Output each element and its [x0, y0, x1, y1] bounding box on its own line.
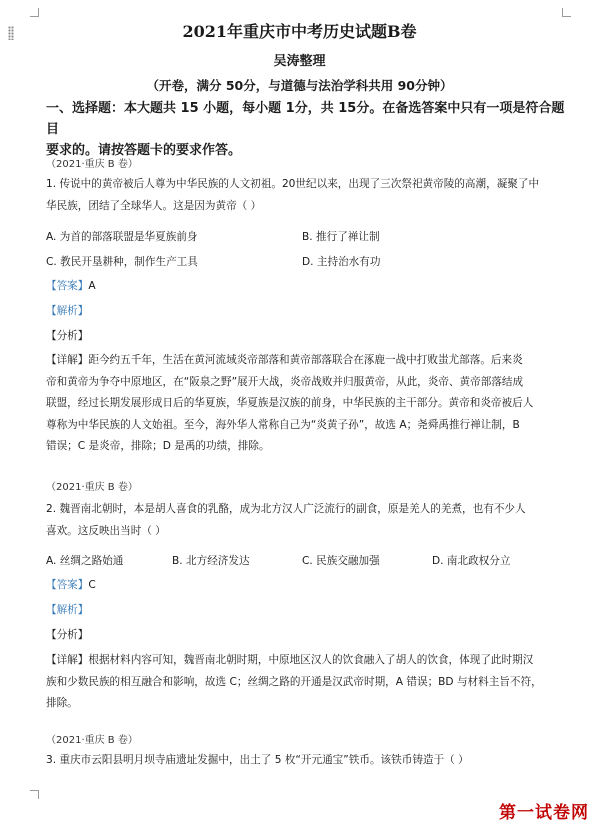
q2-analysis-label: 【解析】 — [46, 604, 89, 616]
q1-answer-value: A — [88, 280, 96, 292]
crop-mark-top-left — [30, 8, 39, 17]
q2-stem — [46, 499, 566, 542]
q1-stem — [46, 174, 566, 217]
q1-detail-line-2: 帝和黄帝为争夺中原地区，在“阪泉之野”展开大战，炎帝战败并归服黄帝，从此，炎帝、黄帝部落结成 — [46, 375, 524, 388]
q1-detail-line-3: 联盟，经过长期发展形成日后的华夏族，华夏族是汉族的前身，中华民族的主干部分。黄帝和炎帝被后人 — [46, 397, 534, 409]
q2-answer-value: C — [88, 579, 96, 591]
q2-option-a: A. 丝绸之路始通 — [46, 555, 124, 567]
q1-fenxi-label: 【分析】 — [46, 330, 89, 342]
q2-detail-label: 【详解】 — [46, 654, 89, 666]
q2-detail-line-1: 根据材料内容可知，魏晋南北朝时期，中原地区汉人的饮食融入了胡人的饮食，体现了此时期汉 — [88, 654, 534, 666]
crop-mark-bottom-left — [30, 790, 39, 799]
q2-source: （2021·重庆 B 卷） — [46, 482, 138, 493]
q2-option-b: B. 北方经济发达 — [172, 555, 250, 567]
q1-source: （2021·重庆 B 卷） — [46, 159, 138, 170]
section-line-1: 一、选择题：本大题共 15 小题，每小题 1分，共 15分。在备选答案中只有一项是符合题目 — [46, 101, 565, 137]
q1-analysis-label: 【解析】 — [46, 305, 89, 317]
exam-note: （开卷，满分 50分，与道德与法治学科共用 90分钟） — [146, 78, 453, 93]
q2-option-c: C. 民族交融加强 — [302, 555, 380, 567]
q2-detail-line-3: 排除。 — [46, 697, 78, 709]
q3-source: （2021·重庆 B 卷） — [46, 735, 138, 746]
q2-option-d: D. 南北政权分立 — [432, 555, 511, 567]
q1-detail-line-5: 错误；C 是炎帝，排除；D 是禹的功绩，排除。 — [46, 440, 270, 452]
q2-detail — [46, 650, 566, 715]
author: 吴涛整理 — [273, 54, 326, 69]
q1-stem-line-1: 1. 传说中的黄帝被后人尊为中华民族的人文初祖。20世纪以来，出现了三次祭祀黄帝陵的高潮，凝聚了中 — [46, 178, 540, 190]
q1-detail-label: 【详解】 — [46, 354, 89, 366]
q1-option-b: B. 推行了禅让制 — [302, 231, 380, 243]
q1-detail — [46, 350, 566, 458]
q2-stem-line-1: 2. 魏晋南北朝时，本是胡人喜食的乳酪，成为北方汉人广泛流行的副食，原是羌人的羌煮，也有不少人 — [46, 503, 526, 515]
q1-option-c: C. 教民开垦耕种，制作生产工具 — [46, 256, 198, 268]
q1-answer-label: 【答案】 — [46, 280, 89, 292]
q2-stem-line-2: 喜欢。这反映出当时（ ） — [46, 524, 166, 537]
section-line-2: 要求的。请按答题卡的要求作答。 — [46, 143, 242, 158]
q3-stem: 3. 重庆市云阳县明月坝寺庙遗址发掘中，出土了 5 枚“开元通宝”铁币。该铁币铸造于（ ） — [46, 754, 469, 766]
q1-detail-line-4: 尊称为中华民族的人文始祖。至今，海外华人常称自己为“炎黄子孙”，故选 A；尧舜禹推行禅让制，B — [46, 418, 520, 431]
q1-option-a: A. 为首的部落联盟是华夏族前身 — [46, 231, 198, 243]
q2-fenxi-label: 【分析】 — [46, 629, 89, 641]
q1-option-d: D. 主持治水有功 — [302, 256, 381, 268]
page-title: 2021年重庆市中考历史试题B卷 — [182, 22, 417, 41]
section-heading — [46, 98, 566, 161]
q2-answer-label: 【答案】 — [46, 579, 89, 591]
q2-detail-line-2: 族和少数民族的相互融合和影响，故选 C；丝绸之路的开通是汉武帝时期，A 错误；BD 与材料主旨不符， — [46, 675, 542, 688]
q1-answer — [46, 278, 96, 293]
q1-stem-line-2: 华民族，团结了全球华人。这是因为黄帝（ ） — [46, 199, 262, 212]
crop-mark-top-right — [562, 8, 571, 17]
watermark-logo: 第一试卷网 — [499, 803, 589, 823]
q2-answer — [46, 577, 96, 592]
q1-detail-line-1: 距今约五千年，生活在黄河流域炎帝部落和黄帝部落联合在涿鹿一战中打败蚩尤部落。后来炎 — [88, 354, 523, 366]
